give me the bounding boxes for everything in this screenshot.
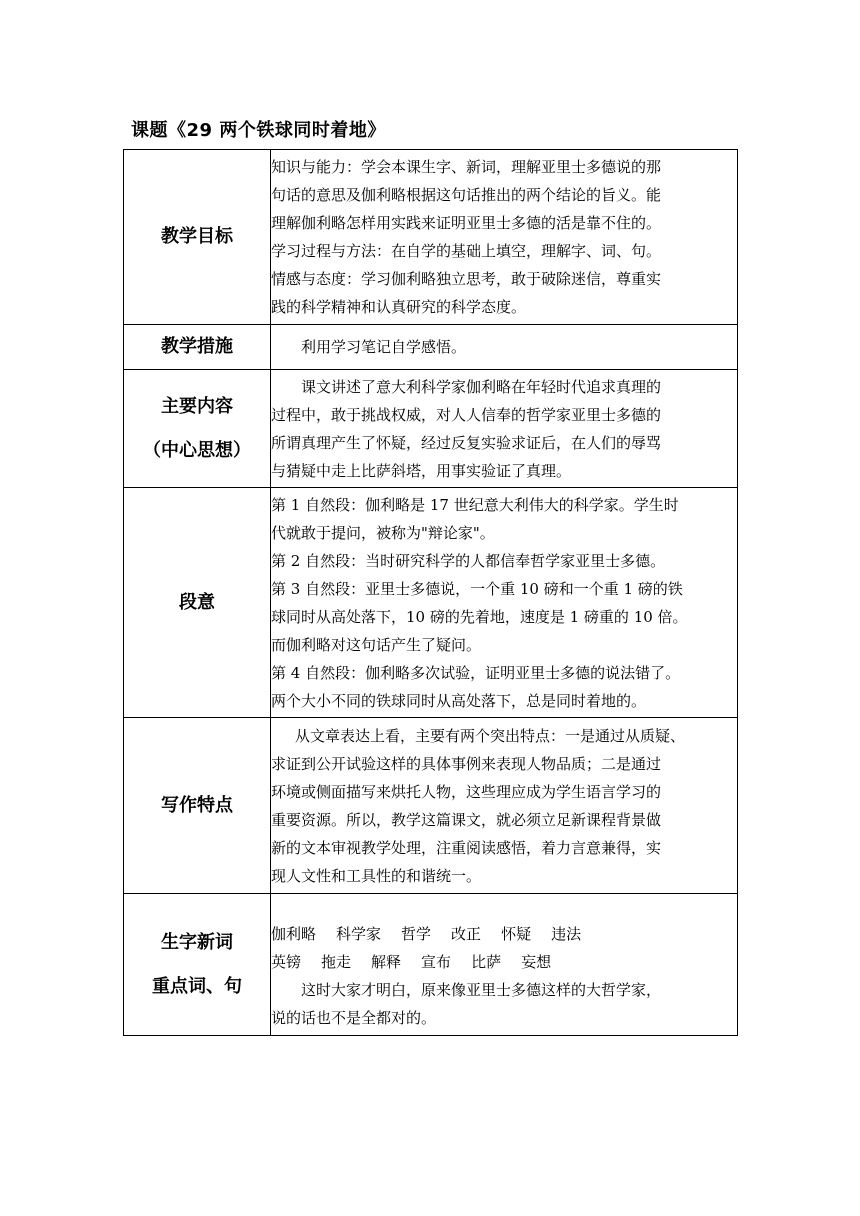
writing-features-content: 从文章表达上看，主要有两个突出特点：一是通过从质疑、 求证到公开试验这样的具体事例来表现人物品质；二是通过 环境或侧面描写来烘托人物，这些理应成为学生语言学习的 重要资源。所以，教学这篇课文，就必须立足新课程背景做 新的文本审视教学处理，注重阅读感悟，着力言意兼得，实 现人文性和工具性的和谐统一。 [271,718,738,894]
row-label: 写作特点 [124,718,271,894]
table-row [124,718,738,894]
main-content-content: 课文讲述了意大利科学家伽利略在年轻时代追求真理的 过程中，敢于挑战权威，对人人信奉的哲学家亚里士多德的 所谓真理产生了怀疑，经过反复实验求证后，在人们的辱骂 与猜疑中走上比萨斜塔，用事实验证了真理。 [271,370,738,488]
page-title: 课题《29 两个铁球同时着地》 [131,120,386,141]
word-list-2: 英镑 拖走 解释 宣布 比萨 妄想 [271,952,552,971]
row-label: 段意 [124,488,271,718]
table-row [124,325,738,370]
teaching-goals-content: 知识与能力：学会本课生字、新词，理解亚里士多德说的那 句话的意思及伽利略根据这句话推出的两个结论的旨义。能 理解伽利略怎样用实践来证明亚里士多德的活是靠不住的。 学习过程与方法：在自学的基础上填空，理解字、词、句。 情感与态度：学习伽利略独立思考，敢于破除迷信，尊重实 践的科学精神和认真研究的科学态度。 [271,150,738,325]
lesson-plan-table [123,149,738,1036]
row-label: 教学措施 [124,325,271,370]
teaching-measures-content: 利用学习笔记自学感悟。 [271,325,738,370]
row-label: 教学目标 [124,150,271,325]
paragraph-meaning-content: 第 1 自然段：伽利略是 17 世纪意大利伟大的科学家。学生时 代就敢于提问，被称为"辩论家"。 第 2 自然段：当时研究科学的人都信奉哲学家亚里士多德。 第 3 自然段：亚里士多德说，一个重 10 磅和一个重 1 磅的铁 球同时从高处落下，10 磅的先着地，速度是 1 磅重的 10 倍。 而伽利略对这句话产生了疑问。 第 4 自然段：伽利略多次试验，证明亚里士多德的说法错了。 两个大小不同的铁球同时从高处落下，总是同时着地的。 [271,488,738,718]
row-label: 主要内容 （中心思想） [124,370,271,488]
new-words-content: 伽利略 科学家 哲学 改正 怀疑 违法 英镑 拖走 解释 宣布 比萨 妄想 这时大家才明白，原来像亚里士多德这样的大哲学家， 说的话也不是全都对的。 [271,894,738,1036]
table-row [124,150,738,325]
table-row [124,370,738,488]
row-label: 生字新词 重点词、句 [124,894,271,1036]
table-row [124,488,738,718]
table-row [124,894,738,1036]
word-list-1: 伽利略 科学家 哲学 改正 怀疑 违法 [271,924,582,943]
